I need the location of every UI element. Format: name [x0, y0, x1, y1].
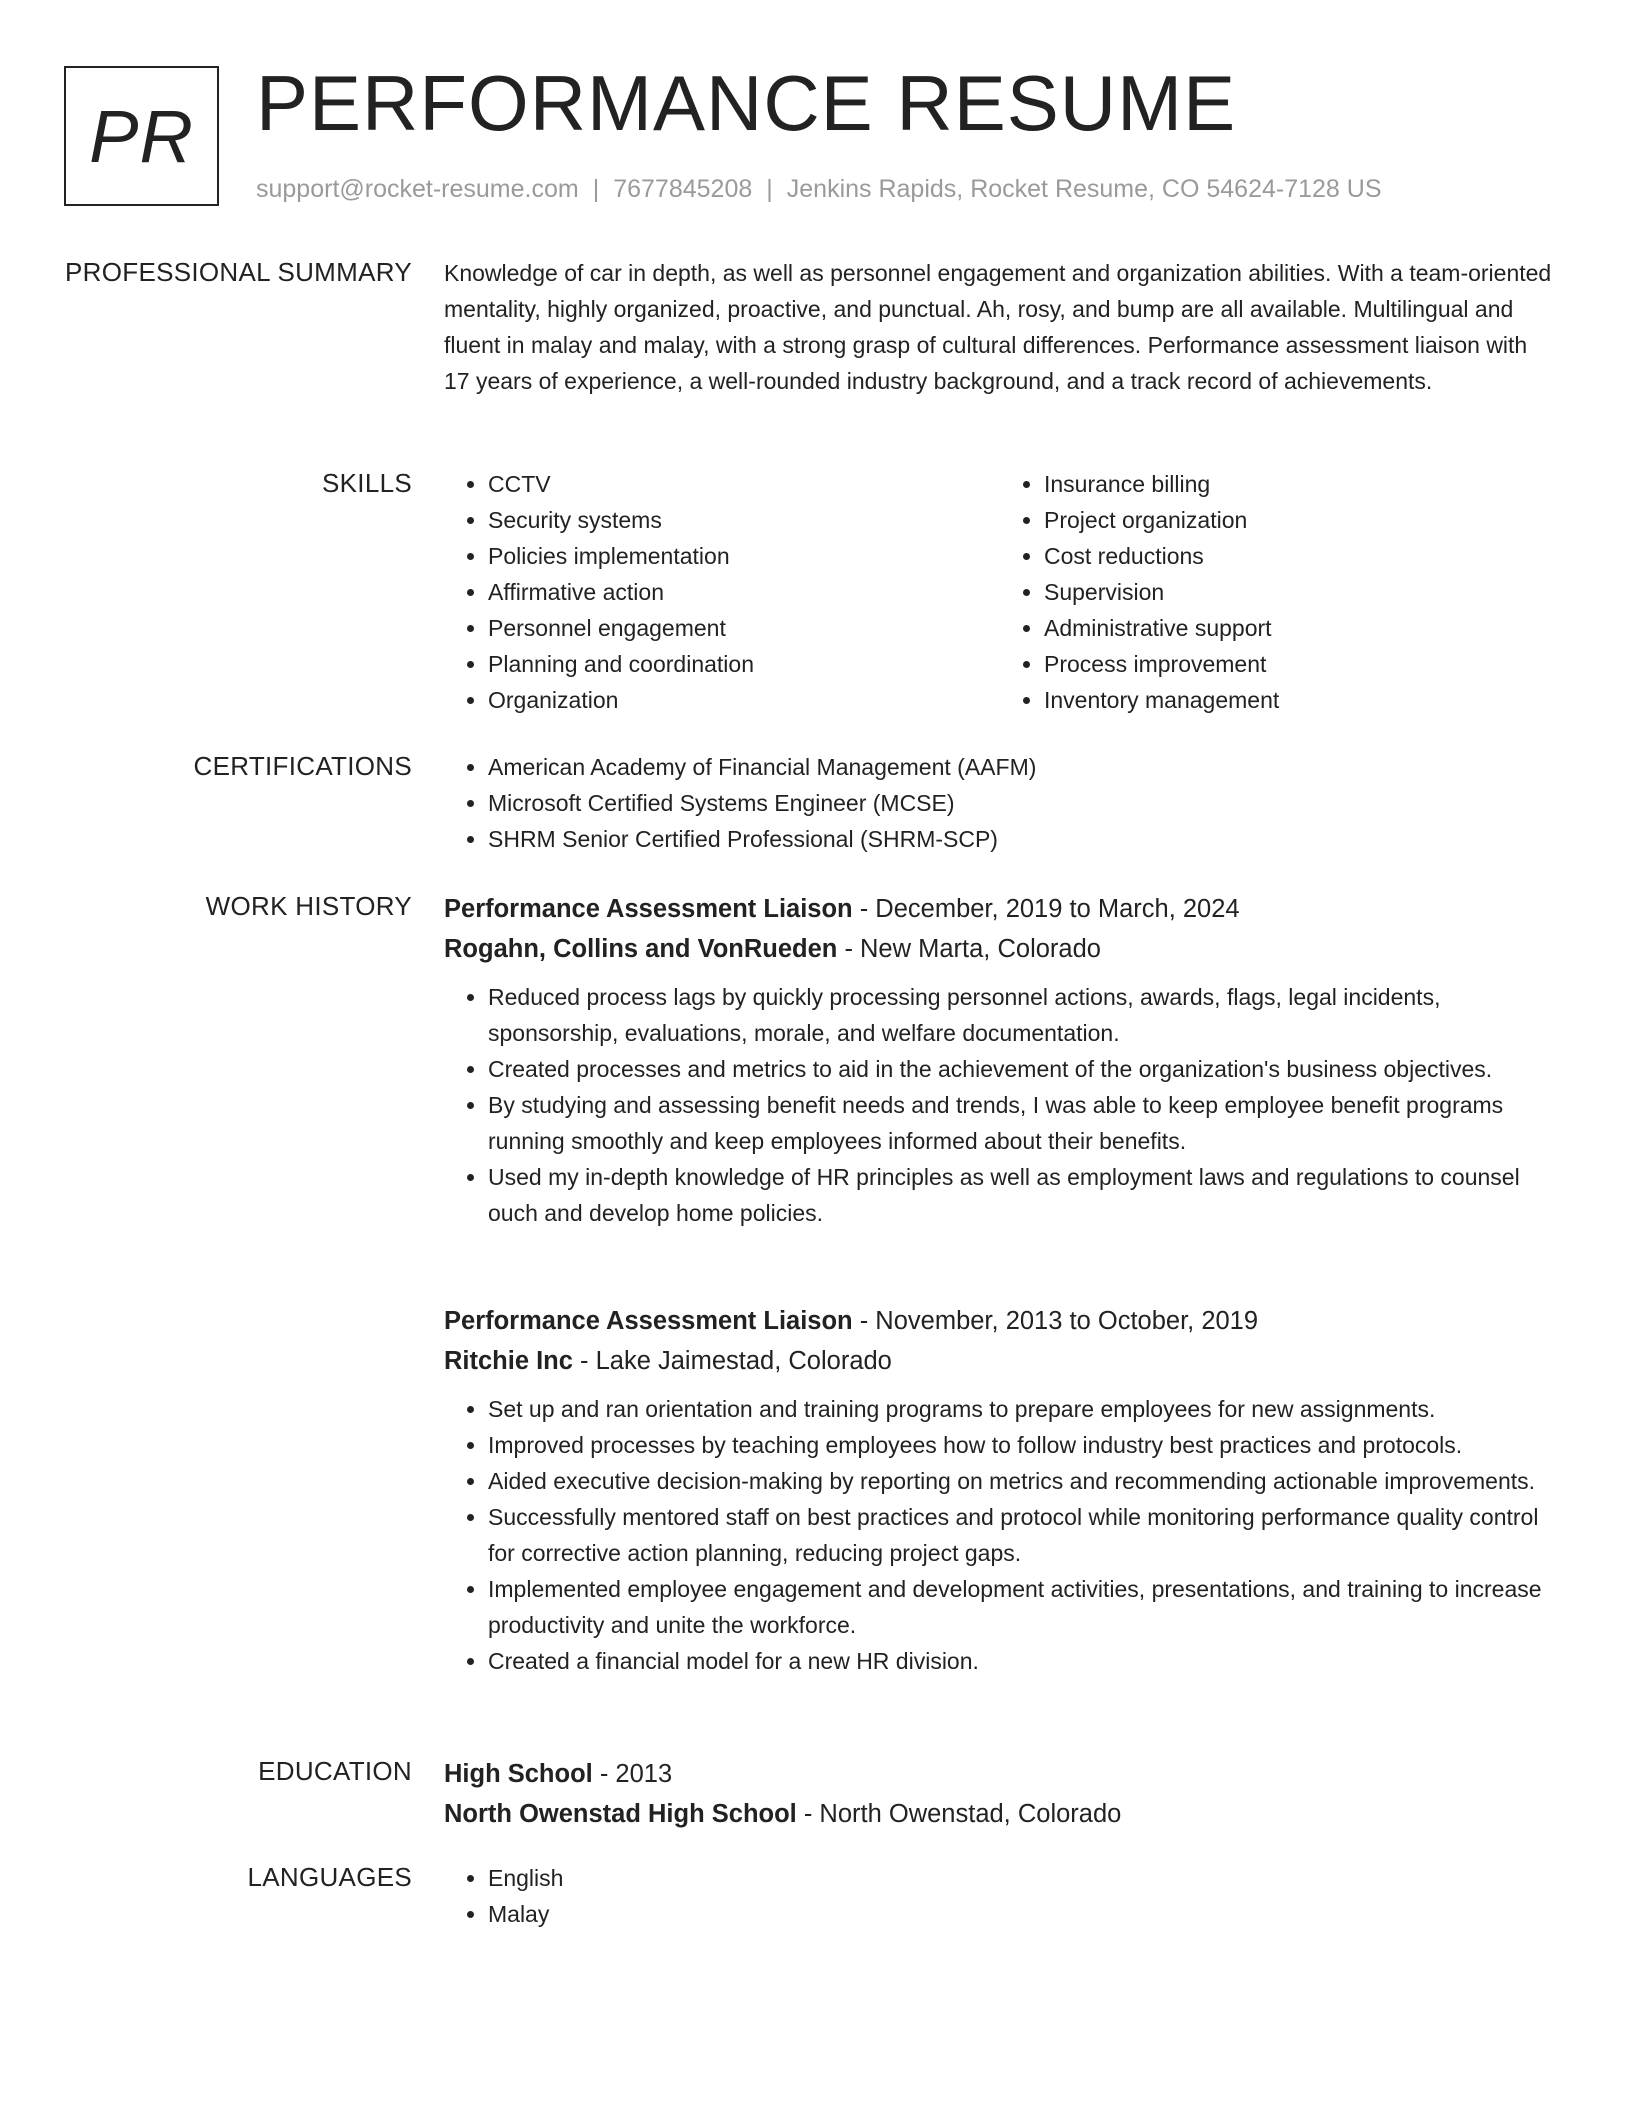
job-entry	[444, 1301, 1556, 1679]
skill-item: • Cost reductions	[1044, 538, 1556, 574]
education-degree-line	[444, 1754, 1556, 1794]
skills-heading: SKILLS	[322, 468, 412, 498]
skills-columns	[444, 466, 1556, 718]
job-bullet: • Created a financial model for a new HR division.	[488, 1643, 1556, 1679]
job-bullet: • Successfully mentored staff on best practices and protocol while monitoring performance quality control for corrective action planning, reducing project gaps.	[488, 1499, 1556, 1571]
summary-text: Knowledge of car in depth, as well as personnel engagement and organization abilities. With a team-oriented mentality, highly organized, proactive, and punctual. Ah, rosy, and bump are all available. Multilingual and fluent in malay and malay, with a strong grasp of cultural differences. Performance assessment liaison with 17 years of experience, a well-rounded industry background, and a track record of achievements.	[444, 260, 1552, 394]
skill-item: • Policies implementation	[488, 538, 1000, 574]
skill-item: • CCTV	[488, 466, 1000, 502]
job-title-line	[444, 889, 1556, 929]
job-bullet: • Improved processes by teaching employees how to follow industry best practices and protocols.	[488, 1427, 1556, 1463]
contact-separator: |	[592, 175, 600, 203]
job-bullet: • Used my in-depth knowledge of HR principles as well as employment laws and regulations to counsel ouch and develop home policies.	[488, 1159, 1556, 1231]
skill-item: • Administrative support	[1044, 610, 1556, 646]
skill-item: • Affirmative action	[488, 574, 1000, 610]
skill-item: • Process improvement	[1044, 646, 1556, 682]
skill-item: • Security systems	[488, 502, 1000, 538]
job-company: Rogahn, Collins and VonRueden	[444, 935, 838, 963]
job-bullets	[444, 1391, 1556, 1679]
skill-item: • Inventory management	[1044, 682, 1556, 718]
job-title: Performance Assessment Liaison	[444, 1307, 853, 1335]
work-history-heading: WORK HISTORY	[205, 891, 412, 921]
job-title-line	[444, 1301, 1556, 1341]
job-bullet: • Implemented employee engagement and development activities, presentations, and training to increase productivity and unite the workforce.	[488, 1571, 1556, 1643]
job-location: - New Marta, Colorado	[837, 935, 1101, 963]
job-dates: - December, 2019 to March, 2024	[852, 895, 1240, 923]
job-entry	[444, 889, 1556, 1231]
skill-item: • Project organization	[1044, 502, 1556, 538]
job-dates: - November, 2013 to October, 2019	[852, 1307, 1259, 1335]
language-item: • English	[488, 1860, 1556, 1896]
skill-item: • Personnel engagement	[488, 610, 1000, 646]
certification-item: • American Academy of Financial Management (AAFM)	[488, 749, 1556, 785]
contact-email[interactable]: support@rocket-resume.com	[256, 175, 579, 203]
languages-body	[444, 1860, 1556, 1932]
certifications-heading: CERTIFICATIONS	[193, 751, 412, 781]
certification-item: • Microsoft Certified Systems Engineer (MCSE)	[488, 785, 1556, 821]
monogram-box: PR	[64, 66, 219, 206]
contact-separator: |	[766, 175, 773, 203]
skill-item: • Insurance billing	[1044, 466, 1556, 502]
certifications-list	[444, 749, 1556, 857]
education-school: North Owenstad High School	[444, 1800, 797, 1828]
work-history-body	[444, 1301, 1556, 1679]
job-bullet: • Created processes and metrics to aid in the achievement of the organization's business objectives.	[488, 1051, 1556, 1087]
certification-item: • SHRM Senior Certified Professional (SHRM-SCP)	[488, 821, 1556, 857]
education-location: - North Owenstad, Colorado	[796, 1800, 1122, 1828]
certifications-body	[444, 749, 1556, 857]
languages-heading: LANGUAGES	[247, 1862, 412, 1892]
education-body	[444, 1754, 1556, 1834]
summary-heading: PROFESSIONAL SUMMARY	[65, 257, 412, 287]
languages-list	[444, 1860, 1556, 1932]
job-bullets	[444, 979, 1556, 1231]
education-heading: EDUCATION	[258, 1756, 412, 1786]
contact-line	[256, 174, 1382, 204]
job-bullet: • Set up and ran orientation and training programs to prepare employees for new assignments.	[488, 1391, 1556, 1427]
job-company-line	[444, 929, 1556, 969]
resume-name: PERFORMANCE RESUME	[256, 59, 1237, 147]
skills-list-left	[444, 466, 1000, 718]
skill-item: • Supervision	[1044, 574, 1556, 610]
language-item: • Malay	[488, 1896, 1556, 1932]
job-bullet: • By studying and assessing benefit needs and trends, I was able to keep employee benefit programs running smoothly and keep employees informed about their benefits.	[488, 1087, 1556, 1159]
skills-list-right	[1000, 466, 1556, 718]
education-year: - 2013	[592, 1760, 673, 1788]
job-company-line	[444, 1341, 1556, 1381]
education-school-line	[444, 1794, 1556, 1834]
contact-phone[interactable]: 7677845208	[613, 175, 753, 203]
job-title: Performance Assessment Liaison	[444, 895, 853, 923]
skill-item: • Organization	[488, 682, 1000, 718]
job-bullet: • Aided executive decision-making by reporting on metrics and recommending actionable improvements.	[488, 1463, 1556, 1499]
skill-item: • Planning and coordination	[488, 646, 1000, 682]
education-degree: High School	[444, 1760, 593, 1788]
work-history-body	[444, 889, 1556, 1231]
job-bullet: • Reduced process lags by quickly processing personnel actions, awards, flags, legal incidents, sponsorship, evaluations, morale, and welfare documentation.	[488, 979, 1556, 1051]
contact-address: Jenkins Rapids, Rocket Resume, CO 54624-7128 US	[786, 175, 1382, 203]
summary-body	[444, 255, 1556, 399]
job-company: Ritchie Inc	[444, 1347, 573, 1375]
job-location: - Lake Jaimestad, Colorado	[572, 1347, 892, 1375]
